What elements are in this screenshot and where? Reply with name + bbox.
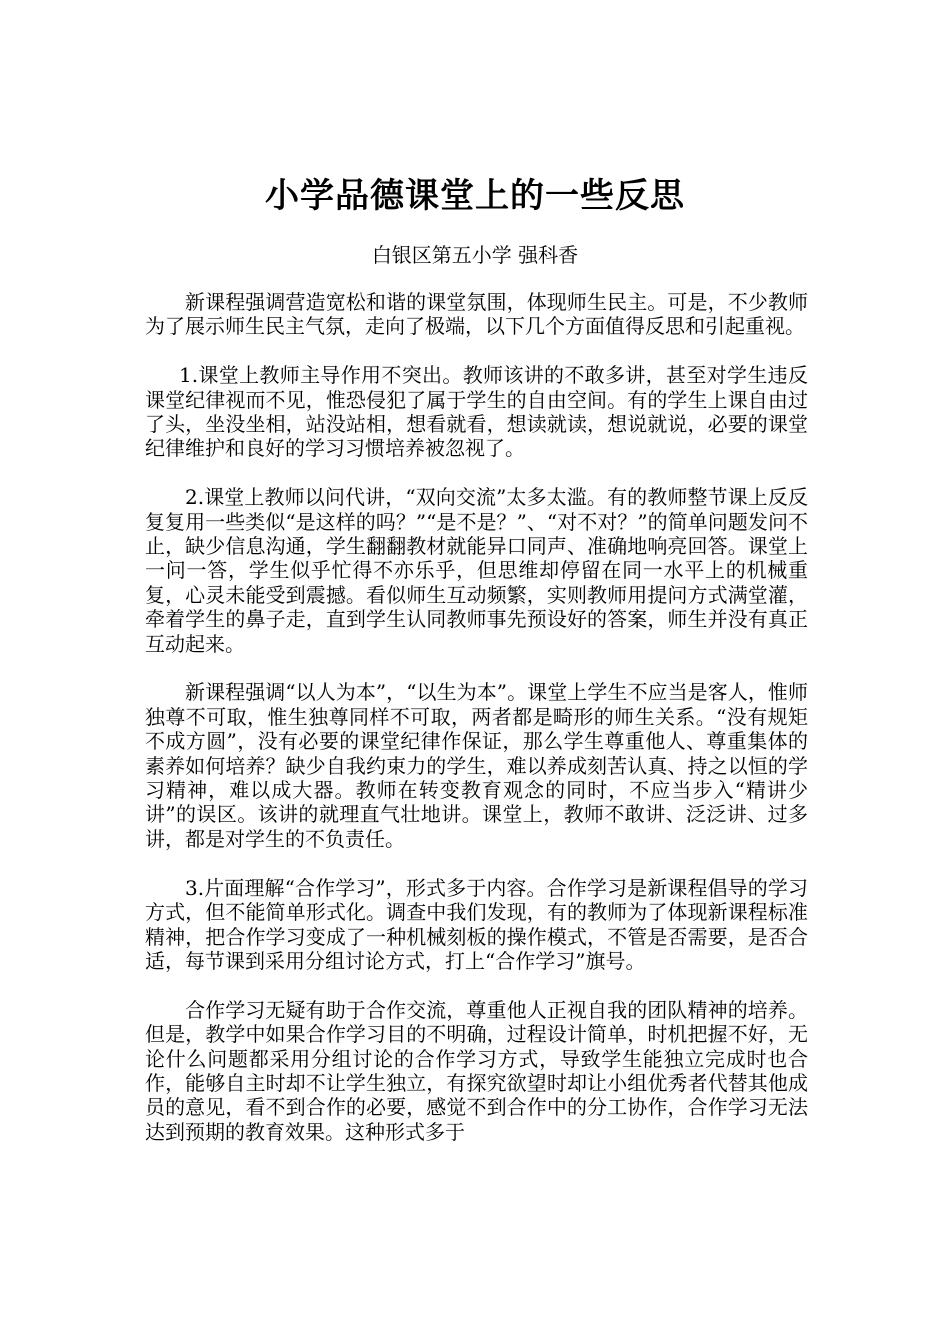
document-author: 白银区第五小学 强科香 [371,243,579,267]
document-body [145,290,808,1169]
document-title: 小学品德课堂上的一些反思 [265,176,685,216]
paragraph-discussion-2: 合作学习无疑有助于合作交流，尊重他人正视自我的团队精神的培养。但是，教学中如果合作学习目的不明确，过程设计简单，时机把握不好，无论什么问题都采用分组讨论的合作学习方式，导致学生能独立完成时也合作，能够自主时却不让学生独立，有探究欲望时却让小组优秀者代替其他成员的意见，看不到合作的必要，感觉不到合作中的分工协作，合作学习无法达到预期的教育效果。这种形式多于 [145,997,808,1144]
paragraph-point-1: 1.课堂上教师主导作用不突出。教师该讲的不敢多讲，甚至对学生违反课堂纪律视而不见，惟恐侵犯了属于学生的自由空间。有的学生上课自由过了头，坐没坐相，站没站相，想看就看，想读就读，想说就说，必要的课堂纪律维护和良好的学习习惯培养被忽视了。 [145,363,808,461]
paragraph-intro: 新课程强调营造宽松和谐的课堂氛围，体现师生民主。可是，不少教师为了展示师生民主气氛，走向了极端，以下几个方面值得反思和引起重视。 [145,290,808,339]
paragraph-point-3: 3.片面理解“合作学习”，形式多于内容。合作学习是新课程倡导的学习方式，但不能简单形式化。调查中我们发现，有的教师为了体现新课程标准精神，把合作学习变成了一种机械刻板的操作模式，不管是否需要，是否合适，每节课到采用分组讨论方式，打上“合作学习”旗号。 [145,875,808,973]
paragraph-point-2: 2.课堂上教师以问代讲，“双向交流”太多太滥。有的教师整节课上反反复复用一些类似“是这样的吗？”“是不是？”、“对不对？”的简单问题发问不止，缺少信息沟通，学生翻翻教材就能异口同声、准确地响亮回答。课堂上一问一答，学生似乎忙得不亦乐乎，但思维却停留在同一水平上的机械重复，心灵未能受到震撼。看似师生互动频繁，实则教师用提问方式满堂灌，牵着学生的鼻子走，直到学生认同教师事先预设好的答案，师生并没有真正互动起来。 [145,485,808,656]
paragraph-discussion-1: 新课程强调“以人为本”，“以生为本”。课堂上学生不应当是客人，惟师独尊不可取，惟生独尊同样不可取，两者都是畸形的师生关系。“没有规矩不成方圆”，没有必要的课堂纪律作保证，那么学生尊重他人、尊重集体的素养如何培养？缺少自我约束力的学生，难以养成刻苦认真、持之以恒的学习精神，难以成大器。教师在转变教育观念的同时，不应当步入“精讲少讲”的误区。该讲的就理直气壮地讲。课堂上，教师不敢讲、泛泛讲、过多讲，都是对学生的不负责任。 [145,680,808,851]
